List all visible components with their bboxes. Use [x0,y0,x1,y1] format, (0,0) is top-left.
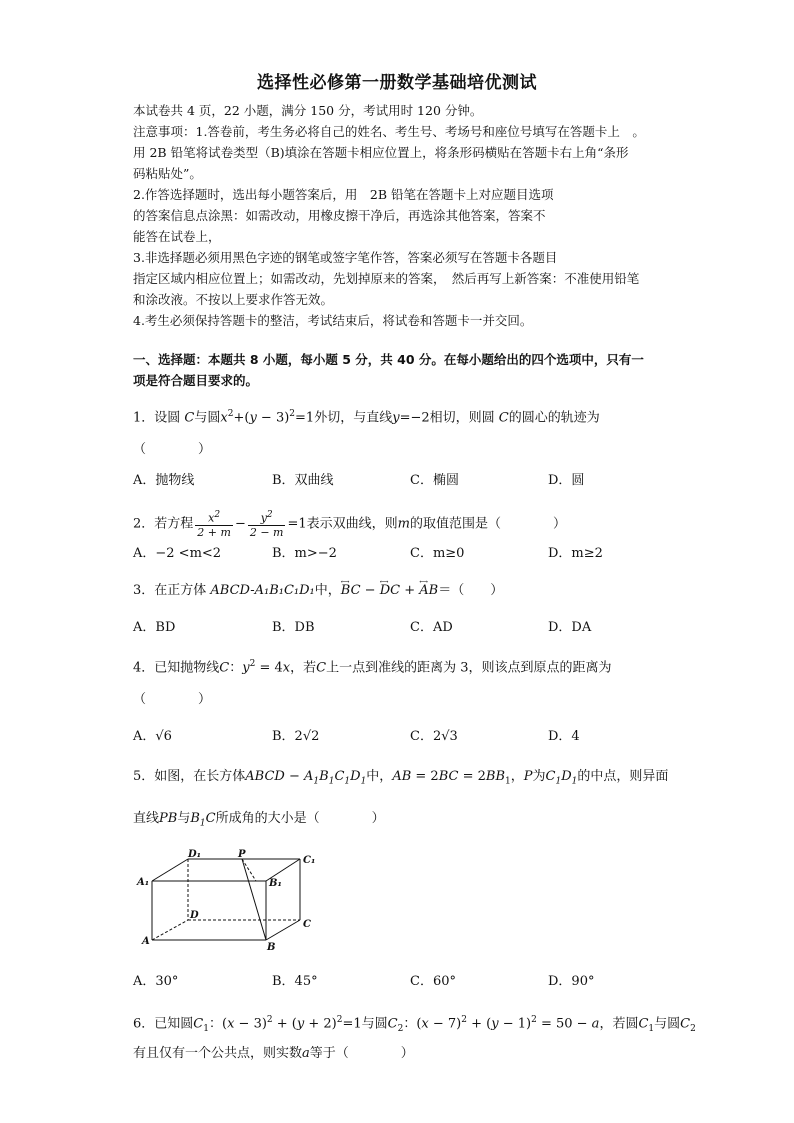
option-d: D．90° [548,974,595,989]
option-c: C．椭圆 [410,473,459,488]
label-d: D [190,910,199,921]
option-b: B．双曲线 [272,473,334,488]
option-b: B．m>−2 [272,546,337,561]
answer-blank: （ ） [133,442,212,457]
intro-line: 的答案信息点涂黑：如需改动，用橡皮擦干净后，再选涂其他答案，答案不 [133,208,546,223]
intro-line: 注意事项：1.答卷前，考生务必将自己的姓名、考生号、考场号和座位号填写在答题卡上 。 [133,124,645,139]
label-b: B [267,942,276,953]
intro-line: 用 2B 铅笔将试卷类型（B)填涂在答题卡相应位置上，将条形码横贴在答题卡右上角“条形 [133,145,629,160]
label-c1: C₁ [303,855,316,866]
cuboid-figure [130,848,330,958]
option-a: A．抛物线 [133,473,195,488]
question-1: 1．设圆 C与圆$x^2+(y - 3)^2=1$外切，与直线y=−2相切，则圆 C的圆心的轨迹为 [133,409,600,426]
intro-line: 本试卷共 4 页，22 小题，满分 150 分，考试用时 120 分钟。 [133,103,483,118]
intro-line: 指定区域内相应位置上；如需改动，先划掉原来的答案， 然后再写上新答案：不准使用铅笔 [133,271,640,286]
intro-line: 4.考生必须保持答题卡的整洁，考试结束后，将试卷和答题卡一并交回。 [133,313,533,328]
answer-blank: （ ） [133,692,212,707]
question-2: 2．若方程 $\frac{x^2}{2 + m}$ − $\frac{y^2}{2 - m}$ =1表示双曲线，则m的取值范围是（ ） [133,510,566,539]
label-d1: D₁ [188,849,202,860]
page-title: 选择性必修第一册数学基础培优测试 [257,73,537,93]
option-a: A．BD [133,620,176,635]
label-b1: B₁ [269,878,282,889]
question-6: 6．已知圆$C_1$：$(x - 3)^2 + (y + 2)^2=1$与圆$C_2$：$(x - 7)^2 + (y - 1)^2 = 50 - a$，若圆$C_1$与圆$C_2$ [133,1015,696,1034]
question-3: 3．在正方体 ABCD-A₁B₁C₁D₁中，←→ BC − ←→ DC + ←→ AB＝（ ） [133,582,503,600]
question-4: 4．已知抛物线C：$y^2 = 4x$，若C上一点到准线的距离为 3，则该点到原点的距离为 [133,659,612,676]
intro-line: 能答在试卷上， [133,229,221,244]
label-a1: A₁ [137,877,150,888]
option-c: C．2√3 [410,729,458,744]
option-d: D．DA [548,620,592,635]
question-6-cont: 有且仅有一个公共点，则实数a等于（ ） [133,1046,414,1061]
intro-line: 2.作答选择题时，选出每小题答案后，用 2B 铅笔在答题卡上对应题目选项 [133,187,554,202]
option-d: D．圆 [548,473,585,488]
option-b: B．DB [272,620,315,635]
intro-line: 3.非选择题必须用黑色字迹的钢笔或签字笔作答，答案必须写在答题卡各题目 [133,250,558,265]
label-p: P [238,849,246,860]
question-5-cont: 直线PB与$B_1C$所成角的大小是（ ） [133,811,385,829]
intro-line: 和涂改液。不按以上要求作答无效。 [133,292,334,307]
option-c: C．60° [410,974,456,989]
option-d: D．4 [548,729,580,744]
option-b: B．2√2 [272,729,320,744]
section-heading: 一、选择题：本题共 8 小题，每小题 5 分，共 40 分。在每小题给出的四个选项中，只有一 [133,352,644,367]
option-a: A．−2 <m<2 [133,546,222,561]
intro-line: 码粘贴处”。 [133,166,202,181]
option-c: C．m≥0 [410,546,465,561]
option-b: B．45° [272,974,318,989]
question-5: 5．如图，在长方体ABCD − $A_1B_1C_1D_1$中，AB = $2BC = 2BB_1$，P为$C_1D_1$的中点，则异面 [133,769,669,787]
option-a: A．30° [133,974,179,989]
label-a: A [142,936,150,947]
option-d: D．m≥2 [548,546,603,561]
label-c: C [303,919,311,930]
section-heading: 项是符合题目要求的。 [133,373,259,388]
option-c: C．AD [410,620,453,635]
option-a: A．√6 [133,729,172,744]
